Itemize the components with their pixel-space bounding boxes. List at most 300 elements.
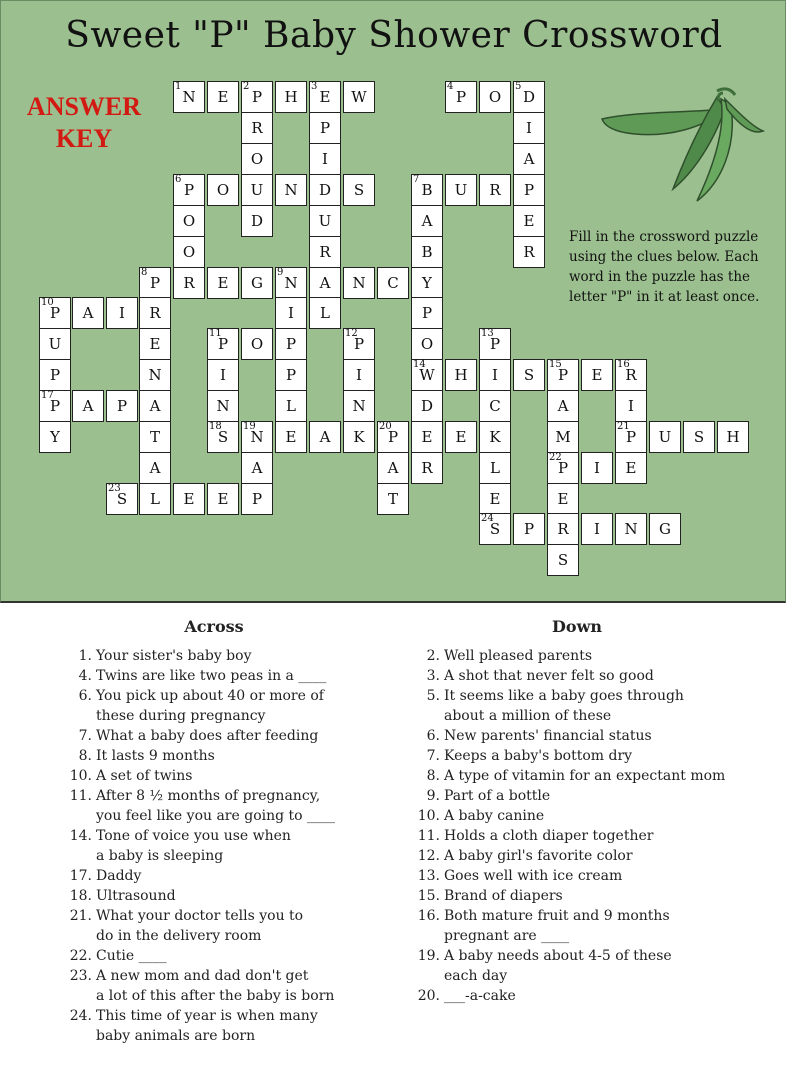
cell-letter: E <box>489 490 501 508</box>
clue-number: 12 <box>345 328 358 339</box>
grid-cell <box>445 174 477 206</box>
clue-text <box>96 866 364 886</box>
clue-line: pregnant are ____ <box>444 928 570 944</box>
clue-item <box>412 746 742 766</box>
cell-letter: R <box>557 520 569 538</box>
clue-text <box>96 886 364 906</box>
cell-letter: P <box>387 428 399 446</box>
cell-letter: D <box>250 212 264 230</box>
cell-letter: P <box>523 520 535 538</box>
grid-cell <box>343 390 375 422</box>
grid-cell <box>513 359 545 391</box>
clue-line: each day <box>444 968 508 984</box>
cell-letter: N <box>216 397 230 415</box>
clue-number: 23 <box>108 483 121 494</box>
grid-cell <box>513 112 545 144</box>
grid-cell <box>479 359 511 391</box>
cell-letter: U <box>318 212 332 230</box>
cell-letter: N <box>250 428 264 446</box>
grid-cell <box>343 174 375 206</box>
clue-number-label: 1. <box>78 648 92 664</box>
grid-cell <box>479 452 511 484</box>
cell-letter: E <box>149 335 161 353</box>
cell-letter: R <box>489 181 501 199</box>
clue-text <box>444 686 742 726</box>
grid-cell <box>241 81 273 113</box>
clue-line: a lot of this after the baby is born <box>96 988 335 1004</box>
cell-letter: P <box>625 428 637 446</box>
cell-letter: O <box>250 150 264 168</box>
cell-letter: A <box>387 459 399 477</box>
grid-cell <box>39 421 71 453</box>
clue-number: 21 <box>617 421 630 432</box>
grid-cell <box>377 421 409 453</box>
cell-letter: R <box>625 366 637 384</box>
cell-letter: P <box>319 119 331 137</box>
clue-item <box>64 966 364 1006</box>
grid-cell <box>241 452 273 484</box>
grid-cell <box>479 328 511 360</box>
cell-letter: P <box>49 366 61 384</box>
clue-line: Cutie ____ <box>96 948 167 964</box>
grid-cell <box>207 328 239 360</box>
grid-cell <box>309 205 341 237</box>
clue-line: ___-a-cake <box>444 988 516 1004</box>
cell-letter: W <box>419 366 435 384</box>
cell-letter: H <box>726 428 740 446</box>
clue-line: Part of a bottle <box>444 788 551 804</box>
clue-item <box>412 886 742 906</box>
grid-cell <box>445 421 477 453</box>
clue-item <box>412 806 742 826</box>
clue-text <box>96 646 364 666</box>
cell-letter: O <box>488 88 502 106</box>
clue-number: 18 <box>209 421 222 432</box>
clue-line: Brand of diapers <box>444 888 563 904</box>
grid-cell <box>241 143 273 175</box>
cell-letter: L <box>490 459 500 477</box>
cell-letter: O <box>216 181 230 199</box>
clue-number-label: 7. <box>426 748 440 764</box>
clue-line: It lasts 9 months <box>96 748 215 764</box>
down-list <box>412 646 742 1006</box>
clue-line: A type of vitamin for an expectant mom <box>444 768 726 784</box>
grid-cell <box>615 390 647 422</box>
clue-number-label: 11. <box>417 828 440 844</box>
cell-letter: N <box>624 520 638 538</box>
clue-number: 17 <box>41 390 54 401</box>
clue-line: What a baby does after feeding <box>96 728 319 744</box>
cell-letter: E <box>455 428 467 446</box>
grid-cell <box>241 483 273 515</box>
clue-number-label: 22. <box>69 948 92 964</box>
grid-cell <box>479 421 511 453</box>
cell-letter: P <box>285 366 297 384</box>
grid-cell <box>139 328 171 360</box>
cell-letter: S <box>489 520 501 538</box>
clue-line: This time of year is when many <box>96 1008 318 1024</box>
clue-line: Keeps a baby's bottom dry <box>444 748 633 764</box>
grid-cell <box>581 452 613 484</box>
cell-letter: Y <box>50 428 60 446</box>
clue-item <box>64 746 364 766</box>
cell-letter: W <box>351 88 367 106</box>
cell-letter: S <box>353 181 365 199</box>
clue-number-label: 19. <box>417 948 440 964</box>
cell-letter: I <box>526 119 532 137</box>
clue-line: Holds a cloth diaper together <box>444 828 654 844</box>
across-heading: Across <box>184 617 244 636</box>
grid-cell <box>241 421 273 453</box>
grid-cell <box>411 328 443 360</box>
clue-line: about a million of these <box>444 708 612 724</box>
clue-line: What your doctor tells you to <box>96 908 304 924</box>
down-heading: Down <box>552 617 602 636</box>
clue-number-label: 6. <box>78 688 92 704</box>
grid-cell <box>615 513 647 545</box>
grid-cell <box>479 174 511 206</box>
grid-cell <box>173 483 205 515</box>
cell-letter: I <box>492 366 498 384</box>
clue-item <box>412 906 742 946</box>
cell-letter: A <box>82 304 94 322</box>
grid-cell <box>39 359 71 391</box>
cell-letter: P <box>523 181 535 199</box>
clue-number-label: 16. <box>417 908 440 924</box>
grid-cell <box>275 81 307 113</box>
grid-cell <box>411 267 443 299</box>
cell-letter: R <box>319 243 331 261</box>
clues-section <box>0 603 786 1074</box>
cell-letter: A <box>149 459 161 477</box>
clue-line: A new mom and dad don't get <box>96 968 309 984</box>
clue-text <box>444 806 742 826</box>
cell-letter: E <box>319 88 331 106</box>
clue-text <box>96 906 364 946</box>
grid-cell <box>139 267 171 299</box>
clue-number-label: 9. <box>426 788 440 804</box>
grid-cell <box>275 328 307 360</box>
cell-letter: C <box>387 274 399 292</box>
cell-letter: P <box>251 490 263 508</box>
cell-letter: L <box>150 490 160 508</box>
cell-letter: G <box>251 274 263 292</box>
instructions-text: Fill in the crossword puzzle using the clues below. Each word in the puzzle has the letter "P" in it at least once. <box>569 229 760 305</box>
cell-letter: E <box>591 366 603 384</box>
cell-letter: U <box>658 428 672 446</box>
cell-letter: P <box>217 335 229 353</box>
grid-cell <box>139 359 171 391</box>
clue-text <box>444 786 742 806</box>
grid-cell <box>207 390 239 422</box>
clue-number: 14 <box>413 359 426 370</box>
grid-cell <box>72 297 104 329</box>
cell-letter: E <box>625 459 637 477</box>
grid-cell <box>309 174 341 206</box>
clue-number-label: 7. <box>78 728 92 744</box>
cell-letter: A <box>421 212 433 230</box>
cell-letter: S <box>217 428 229 446</box>
clue-text <box>444 746 742 766</box>
clue-text <box>96 786 364 826</box>
grid-cell <box>309 112 341 144</box>
clue-number: 3 <box>311 81 318 92</box>
cell-letter: A <box>149 397 161 415</box>
clue-text <box>96 746 364 766</box>
grid-cell <box>445 359 477 391</box>
clue-line: A baby canine <box>444 808 545 824</box>
clue-item <box>64 826 364 866</box>
grid-cell <box>343 421 375 453</box>
cell-letter: P <box>421 304 433 322</box>
clue-number-label: 20. <box>417 988 440 1004</box>
clue-number-label: 8. <box>426 768 440 784</box>
clue-number-label: 21. <box>69 908 92 924</box>
clue-number: 2 <box>243 81 250 92</box>
grid-cell <box>309 297 341 329</box>
cell-letter: O <box>182 212 196 230</box>
clue-text <box>96 826 364 866</box>
cell-letter: G <box>659 520 671 538</box>
cell-letter: T <box>149 428 160 446</box>
clue-number: 10 <box>41 297 54 308</box>
cell-letter: D <box>318 181 332 199</box>
cell-letter: M <box>555 428 571 446</box>
grid-cell <box>139 390 171 422</box>
clue-line: A baby needs about 4-5 of these <box>444 948 672 964</box>
clue-line: A shot that never felt so good <box>444 668 654 684</box>
clue-item <box>64 906 364 946</box>
clue-number-label: 4. <box>78 668 92 684</box>
clue-item <box>412 986 742 1006</box>
clue-line: these during pregnancy <box>96 708 266 724</box>
cell-letter: E <box>523 212 535 230</box>
grid-cell <box>309 267 341 299</box>
page-title: Sweet "P" Baby Shower Crossword <box>65 15 723 56</box>
down-clues <box>412 617 742 1006</box>
grid-cell <box>173 174 205 206</box>
grid-cell <box>207 267 239 299</box>
cell-letter: I <box>594 520 600 538</box>
grid-cell <box>411 452 443 484</box>
clue-item <box>64 646 364 666</box>
grid-cell <box>106 390 138 422</box>
clue-number-label: 17. <box>69 868 92 884</box>
grid-cell <box>275 174 307 206</box>
cell-letter: R <box>183 274 195 292</box>
grid-cell <box>479 483 511 515</box>
clue-item <box>412 686 742 726</box>
cell-letter: U <box>454 181 468 199</box>
grid-cell <box>513 174 545 206</box>
clue-text <box>444 766 742 786</box>
clue-number-label: 14. <box>69 828 92 844</box>
clue-text <box>96 766 364 786</box>
cell-letter: N <box>284 181 298 199</box>
grid-cell <box>39 390 71 422</box>
clue-text <box>96 966 364 1006</box>
clue-item <box>64 886 364 906</box>
clue-item <box>412 766 742 786</box>
grid-cell <box>139 297 171 329</box>
cell-letter: P <box>183 181 195 199</box>
cell-letter: N <box>352 397 366 415</box>
clue-text <box>444 886 742 906</box>
grid-cell <box>207 483 239 515</box>
grid-cell <box>649 513 681 545</box>
grid-cell <box>309 236 341 268</box>
clue-item <box>412 866 742 886</box>
cell-letter: O <box>250 335 264 353</box>
cell-letter: P <box>149 274 161 292</box>
grid-cell <box>547 452 579 484</box>
clue-text <box>444 946 742 986</box>
clue-line: New parents' financial status <box>444 728 652 744</box>
cell-letter: I <box>119 304 125 322</box>
across-clues <box>64 617 364 1046</box>
clue-number: 1 <box>175 81 182 92</box>
cell-letter: R <box>149 304 161 322</box>
clue-text <box>444 986 742 1006</box>
clue-number-label: 3. <box>426 668 440 684</box>
cell-letter: E <box>557 490 569 508</box>
clue-number: 20 <box>379 421 392 432</box>
cell-letter: H <box>454 366 468 384</box>
cell-letter: A <box>523 150 535 168</box>
clue-number-label: 11. <box>69 788 92 804</box>
cell-letter: T <box>387 490 398 508</box>
cell-letter: S <box>116 490 128 508</box>
grid-cell <box>479 513 511 545</box>
clue-number-label: 10. <box>417 808 440 824</box>
clue-line: You pick up about 40 or more of <box>96 688 324 704</box>
grid-cell <box>241 112 273 144</box>
grid-cell <box>106 483 138 515</box>
grid-cell <box>649 421 681 453</box>
clue-line: A baby girl's favorite color <box>444 848 633 864</box>
grid-cell <box>275 267 307 299</box>
clue-text <box>96 726 364 746</box>
grid-cell <box>547 513 579 545</box>
grid-cell <box>173 267 205 299</box>
clue-number-label: 13. <box>417 868 440 884</box>
grid-cell <box>72 390 104 422</box>
clue-line: you feel like you are going to ____ <box>96 808 336 824</box>
cell-letter: S <box>523 366 535 384</box>
grid-cell <box>343 267 375 299</box>
clue-line: a baby is sleeping <box>96 848 224 864</box>
grid-cell <box>207 174 239 206</box>
clue-item <box>412 646 742 666</box>
clue-number-label: 15. <box>417 888 440 904</box>
clue-number-label: 23. <box>69 968 92 984</box>
grid-cell <box>241 205 273 237</box>
cell-letter: E <box>421 428 433 446</box>
clue-line: Well pleased parents <box>444 648 593 664</box>
grid-cell <box>275 359 307 391</box>
clue-text <box>444 666 742 686</box>
clue-line: It seems like a baby goes through <box>444 688 684 704</box>
cell-letter: B <box>421 243 433 261</box>
grid-cell <box>615 421 647 453</box>
cell-letter: I <box>594 459 600 477</box>
clue-text <box>444 646 742 666</box>
cell-letter: A <box>251 459 263 477</box>
grid-cell <box>479 390 511 422</box>
cell-letter: A <box>319 274 331 292</box>
clue-line: After 8 ½ months of pregnancy, <box>96 788 321 804</box>
clue-text <box>444 866 742 886</box>
grid-cell <box>275 390 307 422</box>
clue-text <box>444 826 742 846</box>
grid-cell <box>615 359 647 391</box>
cell-letter: D <box>420 397 434 415</box>
clue-item <box>412 826 742 846</box>
cell-letter: U <box>48 335 62 353</box>
grid-cell <box>241 328 273 360</box>
clue-number: 9 <box>277 267 284 278</box>
grid-cell <box>275 421 307 453</box>
clue-text <box>444 906 742 946</box>
cell-letter: P <box>251 88 263 106</box>
grid-cell <box>717 421 749 453</box>
grid-cell <box>411 236 443 268</box>
clue-item <box>64 766 364 786</box>
cell-letter: Y <box>422 274 432 292</box>
grid-cell <box>39 297 71 329</box>
clue-line: Ultrasound <box>96 888 176 904</box>
cell-letter: E <box>183 490 195 508</box>
crossword-grid <box>1 1 786 601</box>
clue-number: 8 <box>141 267 148 278</box>
clue-item <box>412 946 742 986</box>
cell-letter: A <box>557 397 569 415</box>
grid-cell <box>547 421 579 453</box>
clue-item <box>412 726 742 746</box>
grid-cell <box>547 359 579 391</box>
clue-item <box>64 1006 364 1046</box>
clue-number: 15 <box>549 359 562 370</box>
grid-cell <box>207 359 239 391</box>
clue-number: 13 <box>481 328 494 339</box>
clue-line: Twins are like two peas in a ____ <box>96 668 327 684</box>
clue-number: 11 <box>209 328 222 339</box>
grid-cell <box>615 452 647 484</box>
grid-cell <box>411 390 443 422</box>
grid-cell <box>173 205 205 237</box>
grid-cell <box>173 236 205 268</box>
cell-letter: P <box>353 335 365 353</box>
clue-number-label: 6. <box>426 728 440 744</box>
across-list <box>64 646 364 1046</box>
clue-text <box>96 1006 364 1046</box>
clue-item <box>64 686 364 726</box>
cell-letter: S <box>557 551 569 569</box>
clue-number: 4 <box>447 81 454 92</box>
cell-letter: R <box>421 459 433 477</box>
clue-text <box>444 726 742 746</box>
cell-letter: C <box>489 397 501 415</box>
cell-letter: E <box>217 274 229 292</box>
cell-letter: I <box>356 366 362 384</box>
clue-text <box>96 946 364 966</box>
grid-cell <box>411 421 443 453</box>
grid-cell <box>513 143 545 175</box>
cell-letter: I <box>220 366 226 384</box>
grid-cell <box>547 390 579 422</box>
clue-item <box>64 726 364 746</box>
cell-letter: A <box>82 397 94 415</box>
